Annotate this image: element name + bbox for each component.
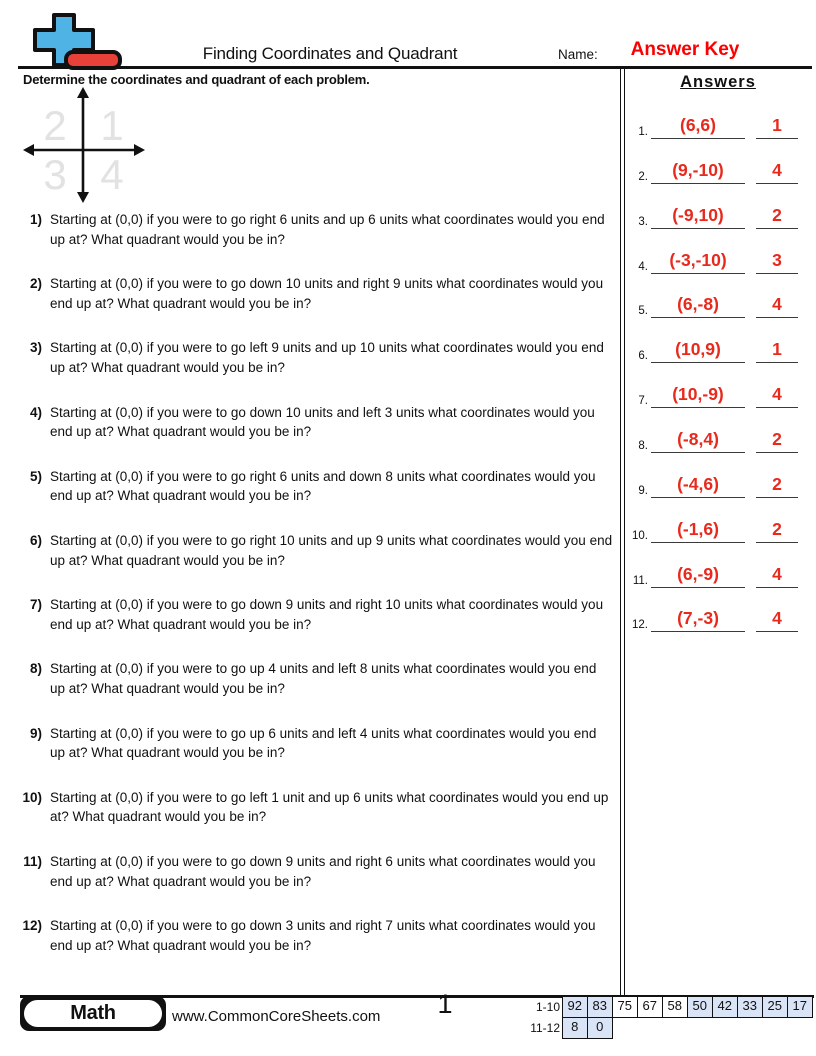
problem-number: 2) <box>29 276 42 292</box>
answer-coordinates: (-3,-10) <box>651 250 745 274</box>
problem-item <box>22 403 614 442</box>
problem-item <box>22 274 614 313</box>
problem-item <box>22 788 614 827</box>
answer-quadrant: 1 <box>756 115 798 139</box>
problem-text: Starting at (0,0) if you were to go up 4 units and left 8 units what coordinates would you end up at? What quadrant would you be in? <box>50 661 597 696</box>
score-cell: 8 <box>562 1017 589 1039</box>
answer-coordinates: (10,9) <box>651 339 745 363</box>
problem-number: 7) <box>29 597 42 613</box>
answer-quadrant: 4 <box>756 160 798 184</box>
answer-number: 10. <box>632 529 648 542</box>
answer-number: 1. <box>638 126 648 138</box>
problem-number: 1) <box>29 212 42 227</box>
answer-number: 3. <box>638 215 648 228</box>
answer-row <box>630 150 806 184</box>
problem-number: 10) <box>22 789 42 805</box>
answer-quadrant: 4 <box>756 294 798 318</box>
answer-coordinates: (6,-9) <box>651 564 745 588</box>
answer-row <box>630 598 806 632</box>
problem-item <box>22 467 614 506</box>
answer-number: 9. <box>638 484 648 497</box>
answer-row <box>630 240 806 274</box>
answer-row <box>630 284 806 318</box>
problem-item <box>22 659 614 698</box>
problem-number: 9) <box>29 725 42 741</box>
problem-text: Starting at (0,0) if you were to go down 10 units and right 9 units what coordinates would you end up at? What quadrant would you be in? <box>50 276 604 311</box>
answer-number: 2. <box>638 170 648 183</box>
answer-row <box>630 195 806 229</box>
column-divider <box>620 68 625 995</box>
answer-coordinates: (6,6) <box>651 115 745 139</box>
score-cell: 25 <box>762 996 789 1018</box>
answer-number: 11. <box>632 574 648 587</box>
problem-item <box>22 595 614 634</box>
plus-minus-icon <box>24 12 129 70</box>
answer-number: 12. <box>632 619 648 632</box>
problem-item <box>22 531 614 570</box>
answer-coordinates: (-4,6) <box>651 474 745 498</box>
answer-row <box>630 509 806 543</box>
answer-quadrant: 2 <box>756 429 798 453</box>
score-cell: 92 <box>562 996 589 1018</box>
score-cell: 42 <box>712 996 739 1018</box>
problem-text: Starting at (0,0) if you were to go left 9 units and up 10 units what coordinates would you end up at? What quadrant would you be in? <box>50 340 604 375</box>
score-row <box>530 1017 813 1039</box>
problem-text: Starting at (0,0) if you were to go down 10 units and left 3 units what coordinates would you end up at? What quadrant would you be in? <box>50 404 595 440</box>
page-number: 1 <box>437 989 453 1019</box>
subject-badge-label: Math <box>24 1000 162 1027</box>
answer-quadrant: 2 <box>756 205 798 229</box>
score-cell: 17 <box>787 996 814 1018</box>
problem-text: Starting at (0,0) if you were to go right 6 units and up 6 units what coordinates would you end up at? What quadrant would you be in? <box>50 212 605 247</box>
score-cell: 33 <box>737 996 764 1018</box>
answer-row <box>630 105 806 139</box>
problem-text: Starting at (0,0) if you were to go right 10 units and up 9 units what coordinates would you end up at? What quadrant would you be in? <box>50 533 613 568</box>
problem-text: Starting at (0,0) if you were to go down 3 units and right 7 units what coordinates would you end up at? What quadrant would you be in? <box>50 918 596 953</box>
answer-number: 7. <box>638 395 648 408</box>
problem-number: 12) <box>22 918 42 934</box>
answers-header: Answers <box>680 73 756 91</box>
score-cell: 50 <box>687 996 714 1018</box>
answer-quadrant: 4 <box>756 384 798 408</box>
worksheet-title: Finding Coordinates and Quadrant <box>202 44 458 63</box>
answer-number: 4. <box>638 260 648 273</box>
problem-item <box>22 338 614 377</box>
header-rule <box>18 66 812 69</box>
answer-quadrant: 1 <box>756 339 798 363</box>
quadrant-2-label: 2 <box>43 102 67 149</box>
answer-coordinates: (6,-8) <box>651 294 745 318</box>
answer-quadrant: 3 <box>756 250 798 274</box>
plus-minus-math-logo <box>24 12 129 75</box>
answer-quadrant: 2 <box>756 474 798 498</box>
answer-quadrant: 2 <box>756 519 798 543</box>
website-text: www.CommonCoreSheets.com <box>172 1008 381 1025</box>
answer-coordinates: (-8,4) <box>651 429 745 453</box>
problem-item <box>22 210 614 249</box>
answer-number: 6. <box>638 350 648 363</box>
problem-text: Starting at (0,0) if you were to go right 6 units and down 8 units what coordinates would you end up at? What quadrant would you be in? <box>50 468 596 504</box>
score-cell: 58 <box>662 996 689 1018</box>
problem-number: 5) <box>29 468 42 484</box>
arrow-right-icon <box>134 144 145 156</box>
score-row-label: 1-10 <box>535 1000 560 1014</box>
answer-coordinates: (-9,10) <box>651 205 745 229</box>
answer-row <box>630 374 806 408</box>
problem-item <box>22 852 614 891</box>
problem-text: Starting at (0,0) if you were to go left 1 unit and up 6 units what coordinates would you end up at? What quadrant would you be in? <box>50 789 609 825</box>
problem-number: 4) <box>29 404 42 420</box>
quadrant-1-label: 1 <box>100 102 124 149</box>
answer-row <box>630 554 806 588</box>
problem-number: 6) <box>29 533 42 548</box>
answer-row <box>630 329 806 363</box>
score-cell: 83 <box>587 996 614 1018</box>
arrow-left-icon <box>23 144 34 156</box>
answer-coordinates: (-1,6) <box>651 519 745 543</box>
instructions-text: Determine the coordinates and quadrant of each problem. <box>23 72 370 87</box>
answer-row <box>630 419 806 453</box>
answer-coordinates: (10,-9) <box>651 384 745 408</box>
arrow-down-icon <box>77 192 89 203</box>
problem-number: 8) <box>29 661 42 677</box>
quadrant-3-label: 3 <box>43 151 67 198</box>
name-label: Name: <box>558 47 598 62</box>
problem-item <box>22 724 614 763</box>
answer-row <box>630 464 806 498</box>
problem-number: 11) <box>23 854 42 869</box>
score-cell: 75 <box>612 996 639 1018</box>
quadrant-4-label: 4 <box>100 151 124 198</box>
score-row-label: 11-12 <box>530 1020 560 1035</box>
problem-text: Starting at (0,0) if you were to go down 9 units and right 6 units what coordinates would you end up at? What quadrant would you be in? <box>50 854 596 889</box>
problem-text: Starting at (0,0) if you were to go down 9 units and right 10 units what coordinates would you end up at? What quadrant would you be in? <box>50 597 604 632</box>
answer-key-text: Answer Key <box>630 39 740 60</box>
answer-number: 5. <box>638 305 648 318</box>
arrow-up-icon <box>77 87 89 98</box>
quadrant-diagram <box>22 86 147 209</box>
answer-coordinates: (9,-10) <box>651 160 745 184</box>
answer-coordinates: (7,-3) <box>651 608 745 632</box>
subject-badge <box>20 996 166 1031</box>
score-row <box>530 996 813 1018</box>
problem-text: Starting at (0,0) if you were to go up 6 units and left 4 units what coordinates would you end up at? What quadrant would you be in? <box>50 725 597 761</box>
problem-item <box>22 916 614 955</box>
answer-number: 8. <box>638 439 648 452</box>
answer-quadrant: 4 <box>756 564 798 588</box>
score-cell: 67 <box>637 996 664 1018</box>
answer-quadrant: 4 <box>756 608 798 632</box>
score-cell: 0 <box>587 1017 614 1039</box>
score-table <box>530 996 813 1039</box>
problem-number: 3) <box>29 340 42 356</box>
